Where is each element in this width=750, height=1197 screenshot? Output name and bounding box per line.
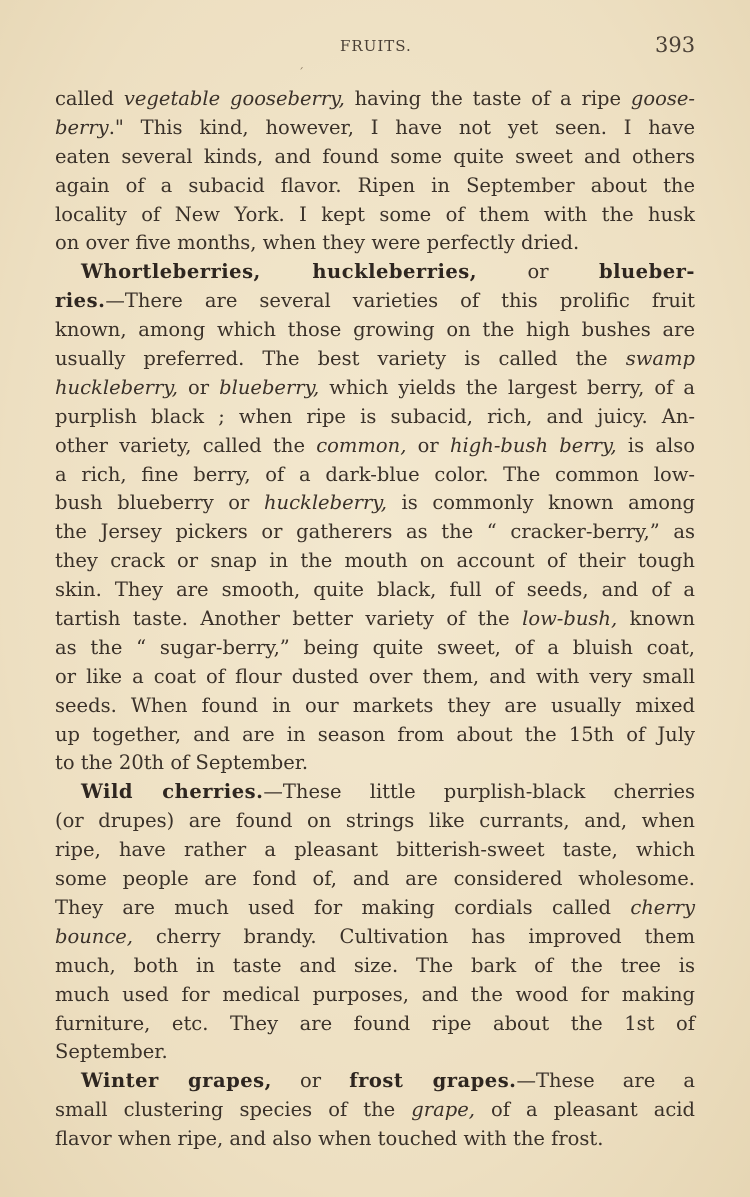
italic-term: bounce, <box>55 924 133 948</box>
italic-term: vegetable gooseberry, <box>123 87 345 110</box>
text-line: much, both in taste and size. The bark of the tree is <box>55 953 695 977</box>
italic-term: cherry <box>630 895 695 919</box>
text-line: they crack or snap in the mouth on account of their tough <box>55 549 695 573</box>
text-line: locality of New York. I kept some of them with the husk <box>55 202 695 226</box>
text-line: ries.—There are several varieties of this prolific fruit <box>55 289 695 313</box>
text-line: bounce, cherry brandy. Cultivation has improved them <box>55 924 695 948</box>
text-line: usually preferred. The best variety is called the swamp <box>55 347 695 371</box>
section-heading: blueber- <box>598 260 695 284</box>
text-line: again of a subacid flavor. Ripen in September about the <box>55 173 695 197</box>
text-line: or like a coat of flour dusted over them, and with very small <box>55 664 695 688</box>
text-line: the Jersey pickers or gatherers as the “ cracker-berry,” as <box>55 520 695 544</box>
page-header <box>0 33 750 63</box>
text-line: eaten several kinds, and found some quite sweet and others <box>55 144 695 168</box>
text-line: ripe, have rather a pleasant bitterish-sweet taste, which <box>55 838 695 862</box>
text-line: Wild cherries.—These little purplish-black cherries <box>81 780 695 804</box>
section-heading: Whortleberries, huckleberries, <box>81 260 478 284</box>
section-heading: ries. <box>55 289 106 313</box>
text-line: called vegetable gooseberry, having the taste of a ripe goose- <box>55 87 695 110</box>
text-line: on over five months, when they were perfectly dried. <box>55 231 580 255</box>
text-line: huckleberry, or blueberry, which yields the largest berry, of a <box>55 375 695 399</box>
text-line: tartish taste. Another better variety of the low-bush, known <box>55 607 695 631</box>
text-line: flavor when ripe, and also when touched with the frost. <box>55 1127 604 1151</box>
italic-term: blueberry, <box>219 375 320 399</box>
text-line: small clustering species of the grape, of a pleasant acid <box>55 1098 696 1122</box>
italic-term: high-bush berry, <box>450 433 617 457</box>
text-line: seeds. When found in our markets they are usually mixed <box>55 693 695 717</box>
text-line: They are much used for making cordials called cherry <box>55 895 695 919</box>
section-heading: frost grapes. <box>349 1069 517 1093</box>
text-line: much used for medical purposes, and the wood for making <box>55 982 695 1006</box>
italic-term: low-bush, <box>522 607 618 631</box>
running-head: FRUITS. <box>340 37 412 55</box>
text-line: as the “ sugar-berry,” being quite sweet, of a bluish coat, <box>55 635 695 659</box>
italic-term: goose- <box>630 87 695 110</box>
page-body-text <box>55 85 695 1154</box>
text-line: Whortleberries, huckleberries, or blueber- <box>81 260 695 284</box>
italic-term: huckleberry, <box>263 491 387 515</box>
text-line: a rich, fine berry, of a dark-blue color. The common low- <box>55 462 695 486</box>
text-line: skin. They are smooth, quite black, full of seeds, and of a <box>55 578 695 602</box>
italic-term: common, <box>316 433 407 457</box>
page-number: 393 <box>655 33 696 57</box>
text-line: bush blueberry or huckleberry, is commonly known among <box>55 491 695 515</box>
text-line: berry." This kind, however, I have not yet seen. I have <box>55 115 695 139</box>
text-line: furniture, etc. They are found ripe about the 1st of <box>55 1011 695 1035</box>
text-line: some people are fond of, and are considered wholesome. <box>55 867 695 891</box>
section-heading: Wild cherries. <box>81 780 264 804</box>
text-line: other variety, called the common, or high-bush berry, is also <box>55 433 695 457</box>
section-heading: Winter grapes, <box>81 1069 272 1093</box>
text-line: September. <box>55 1040 168 1064</box>
text-line: Winter grapes, or frost grapes.—These are a <box>81 1069 695 1093</box>
italic-term: grape, <box>411 1098 475 1122</box>
text-line: to the 20th of September. <box>55 751 309 775</box>
italic-term: swamp <box>625 347 695 371</box>
paper-speck: ´ <box>298 66 304 80</box>
text-line: up together, and are in season from about the 15th of July <box>55 722 695 746</box>
italic-term: huckleberry, <box>55 375 178 399</box>
text-line: (or drupes) are found on strings like currants, and, when <box>55 809 695 833</box>
text-line: known, among which those growing on the high bushes are <box>55 318 695 342</box>
italic-term: berry <box>55 115 109 139</box>
text-line: purplish black ; when ripe is subacid, rich, and juicy. An- <box>55 404 695 428</box>
